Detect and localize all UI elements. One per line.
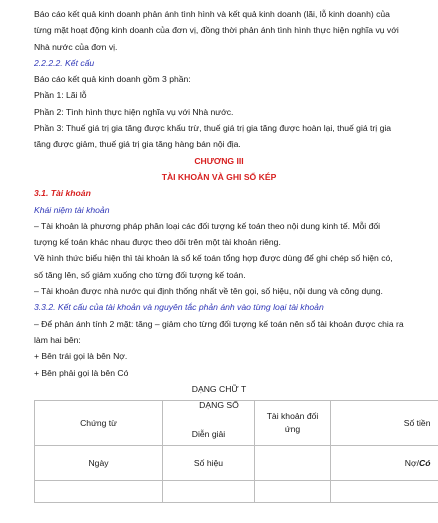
paragraph-concept-2: Về hình thức biểu hiện thì tài khoản là sổ kế toán tổng hợp được dùng để ghi chép số hiện có, số tăng lên, số giảm xuống cho từng đối tượng kế toán. bbox=[34, 253, 393, 280]
cell-date: Ngày bbox=[35, 446, 163, 481]
form-title-t-account: DẠNG CHỮ T bbox=[191, 383, 247, 394]
table-row bbox=[35, 481, 438, 503]
subheading-account-structure: 3.3.2. Kết cấu của tài khoản và nguyên tắc phản ánh vào từng loại tài khoản bbox=[34, 302, 324, 313]
form-title-ledger: DẠNG SỔ bbox=[199, 400, 239, 411]
bullet-debit-side: + Bên trái gọi là bên Nợ. bbox=[34, 351, 128, 362]
header-voucher: Chứng từ bbox=[35, 401, 163, 446]
paragraph-part-1: Phần 1: Lãi lỗ bbox=[34, 90, 87, 101]
paragraph-part-3: Phần 3: Thuế giá trị gia tăng được khấu trừ, thuế giá trị gia tăng được hoàn lại, thuế giá trị gia tăng được giảm, thuế giá trị gia tăng hàng bán nội địa. bbox=[34, 123, 392, 150]
paragraph-part-2: Phần 2: Tình hình thực hiện nghĩa vụ với Nhà nước. bbox=[34, 106, 234, 117]
cell-empty bbox=[331, 481, 438, 503]
cell-empty bbox=[35, 481, 163, 503]
paragraph-concept-1: – Tài khoản là phương pháp phân loại các đối tượng kế toán theo nội dung kinh tế. Mỗi đối tượng kế toán khác nhau được theo dõi trên một tài khoản riêng. bbox=[34, 220, 381, 248]
paragraph-report-purpose: Báo cáo kết quả kinh doanh phản ánh tình hình và kết quả kinh doanh (lãi, lỗ kinh doanh) của từng mặt hoạt động kinh doanh của đơn vị, đồng thời phản ánh tình hình thực hiện nghĩa vụ với Nhà nước của đơn vị. bbox=[34, 9, 399, 52]
cell-debit-credit bbox=[331, 446, 438, 481]
chapter-number: CHƯƠNG III bbox=[194, 155, 244, 166]
header-amount: Số tiền bbox=[331, 401, 438, 446]
document-body bbox=[34, 6, 404, 413]
table-header-row bbox=[35, 401, 438, 446]
chapter-title: TÀI KHOẢN VÀ GHI SỔ KÉP bbox=[161, 171, 277, 182]
section-heading-accounts: 3.1. Tài khoản bbox=[34, 188, 91, 199]
table-row bbox=[35, 446, 438, 481]
subheading-account-concept: Khái niệm tài khoản bbox=[34, 204, 110, 215]
label-credit: Có bbox=[419, 457, 431, 468]
header-contra-account: Tài khoản đối ứng bbox=[255, 401, 331, 446]
paragraph-concept-3: – Tài khoản được nhà nước qui định thống nhất về tên gọi, số hiệu, nội dung và công dụng. bbox=[34, 286, 383, 297]
cell-voucher-number: Số hiệu bbox=[163, 446, 255, 481]
subheading-structure: 2.2.2.2. Kết cấu bbox=[34, 57, 95, 68]
ledger-table bbox=[34, 400, 438, 503]
cell-empty bbox=[255, 481, 331, 503]
paragraph-structure-1: – Để phản ánh tính 2 mặt: tăng – giảm cho từng đối tượng kế toán nên sổ tài khoản được chia ra làm hai bên: bbox=[34, 318, 404, 345]
label-debit: Nợ/ bbox=[404, 457, 420, 468]
header-description: Diễn giải bbox=[163, 401, 255, 446]
bullet-credit-side: + Bên phải gọi là bên Có bbox=[34, 367, 129, 378]
cell-empty bbox=[255, 446, 331, 481]
cell-empty bbox=[163, 481, 255, 503]
paragraph-structure-intro: Báo cáo kết quả kinh doanh gồm 3 phần: bbox=[34, 74, 191, 85]
